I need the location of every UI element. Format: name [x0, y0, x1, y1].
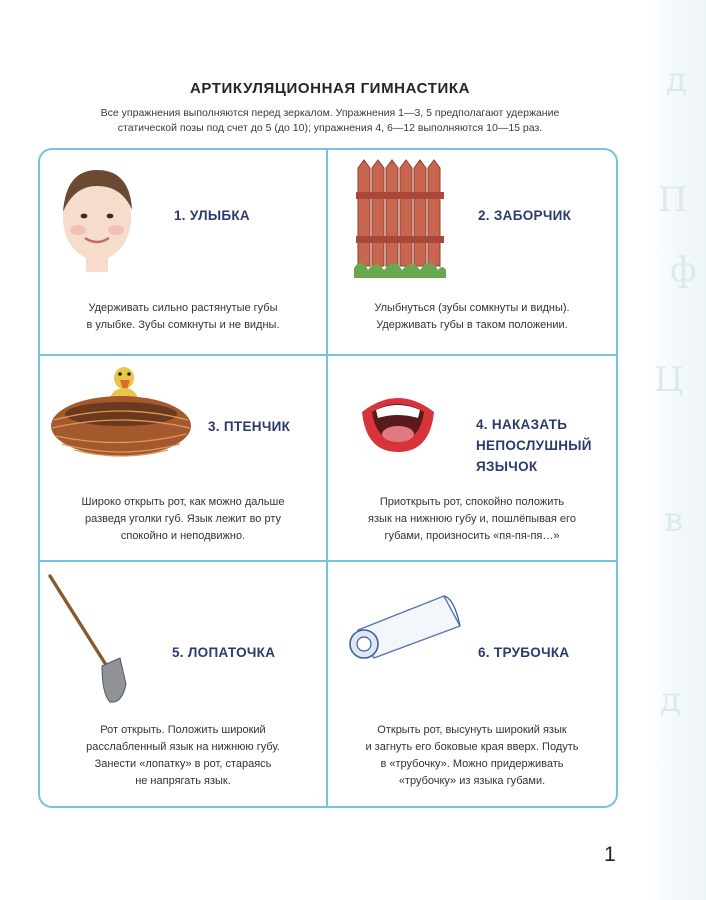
- nest-chick-icon: [46, 360, 196, 464]
- description-line: губами, произносить «пя-пя-пя…»: [384, 530, 560, 542]
- description-line: разведя уголки губ. Язык лежит во рту: [84, 513, 281, 525]
- exercise-card-shovel: [40, 562, 328, 806]
- fence-icon: [354, 156, 446, 284]
- page-number: 1: [604, 843, 616, 866]
- description-line: спокойно и неподвижно.: [120, 530, 246, 542]
- title-line: НЕПОСЛУШНЫЙ: [476, 438, 592, 453]
- exercise-description: [336, 300, 608, 334]
- page-intro: [40, 106, 620, 136]
- description-line: язык на нижнюю губу и, пошлёпывая его: [368, 513, 576, 525]
- exercise-description: [336, 722, 608, 790]
- shovel-icon: [46, 572, 136, 708]
- child-face-icon: [52, 160, 142, 272]
- description-line: Улыбнуться (зубы сомкнуты и видны).: [374, 302, 570, 314]
- exercise-description: [336, 494, 608, 545]
- side-decoration: д П ф Ц в д: [646, 0, 706, 900]
- description-line: Удерживать губы в таком положении.: [376, 319, 568, 331]
- title-line: 4. НАКАЗАТЬ: [476, 417, 568, 432]
- description-line: в «трубочку». Можно придерживать: [380, 758, 564, 770]
- exercise-card-smile: [40, 150, 328, 356]
- intro-line: Все упражнения выполняются перед зеркалом. Упражнения 1—3, 5 предполагают удержание: [100, 107, 560, 119]
- exercise-title: 5. ЛОПАТОЧКА: [172, 645, 276, 660]
- description-line: Приоткрыть рот, спокойно положить: [379, 496, 565, 508]
- exercise-title: 1. УЛЫБКА: [174, 208, 250, 223]
- exercise-card-tube: [328, 562, 616, 806]
- paper-roll-icon: [344, 592, 464, 662]
- exercise-title: 6. ТРУБОЧКА: [478, 645, 570, 660]
- description-line: Открыть рот, высунуть широкий язык: [377, 724, 567, 736]
- exercise-grid: [38, 148, 618, 808]
- description-line: «трубочку» из языка губами.: [398, 775, 546, 787]
- description-line: Широко открыть рот, как можно дальше: [81, 496, 285, 508]
- description-line: Рот открыть. Положить широкий: [100, 724, 266, 736]
- exercise-title: 3. ПТЕНЧИК: [208, 419, 291, 434]
- exercise-title: 2. ЗАБОРЧИК: [478, 208, 572, 223]
- exercise-card-chick: [40, 356, 328, 562]
- description-line: расслабленный язык на нижнюю губу.: [86, 741, 280, 753]
- open-mouth-icon: [358, 388, 438, 456]
- description-line: Занести «лопатку» в рот, стараясь: [94, 758, 272, 770]
- title-line: ЯЗЫЧОК: [476, 459, 538, 474]
- exercise-description: [48, 494, 318, 545]
- exercise-description: [48, 300, 318, 334]
- description-line: и загнуть его боковые края вверх. Подуть: [365, 741, 579, 753]
- description-line: не напрягать язык.: [135, 775, 231, 787]
- exercise-card-tongue: [328, 356, 616, 562]
- exercise-title: [476, 414, 592, 477]
- intro-line: статической позы под счет до 5 (до 10); упражнения 4, 6—12 выполняются 10—15 раз.: [117, 122, 543, 134]
- description-line: в улыбке. Зубы сомкнуты и не видны.: [86, 319, 280, 331]
- exercise-description: [48, 722, 318, 790]
- exercise-card-fence: [328, 150, 616, 356]
- page-title: АРТИКУЛЯЦИОННАЯ ГИМНАСТИКА: [189, 80, 471, 97]
- description-line: Удерживать сильно растянутые губы: [88, 302, 278, 314]
